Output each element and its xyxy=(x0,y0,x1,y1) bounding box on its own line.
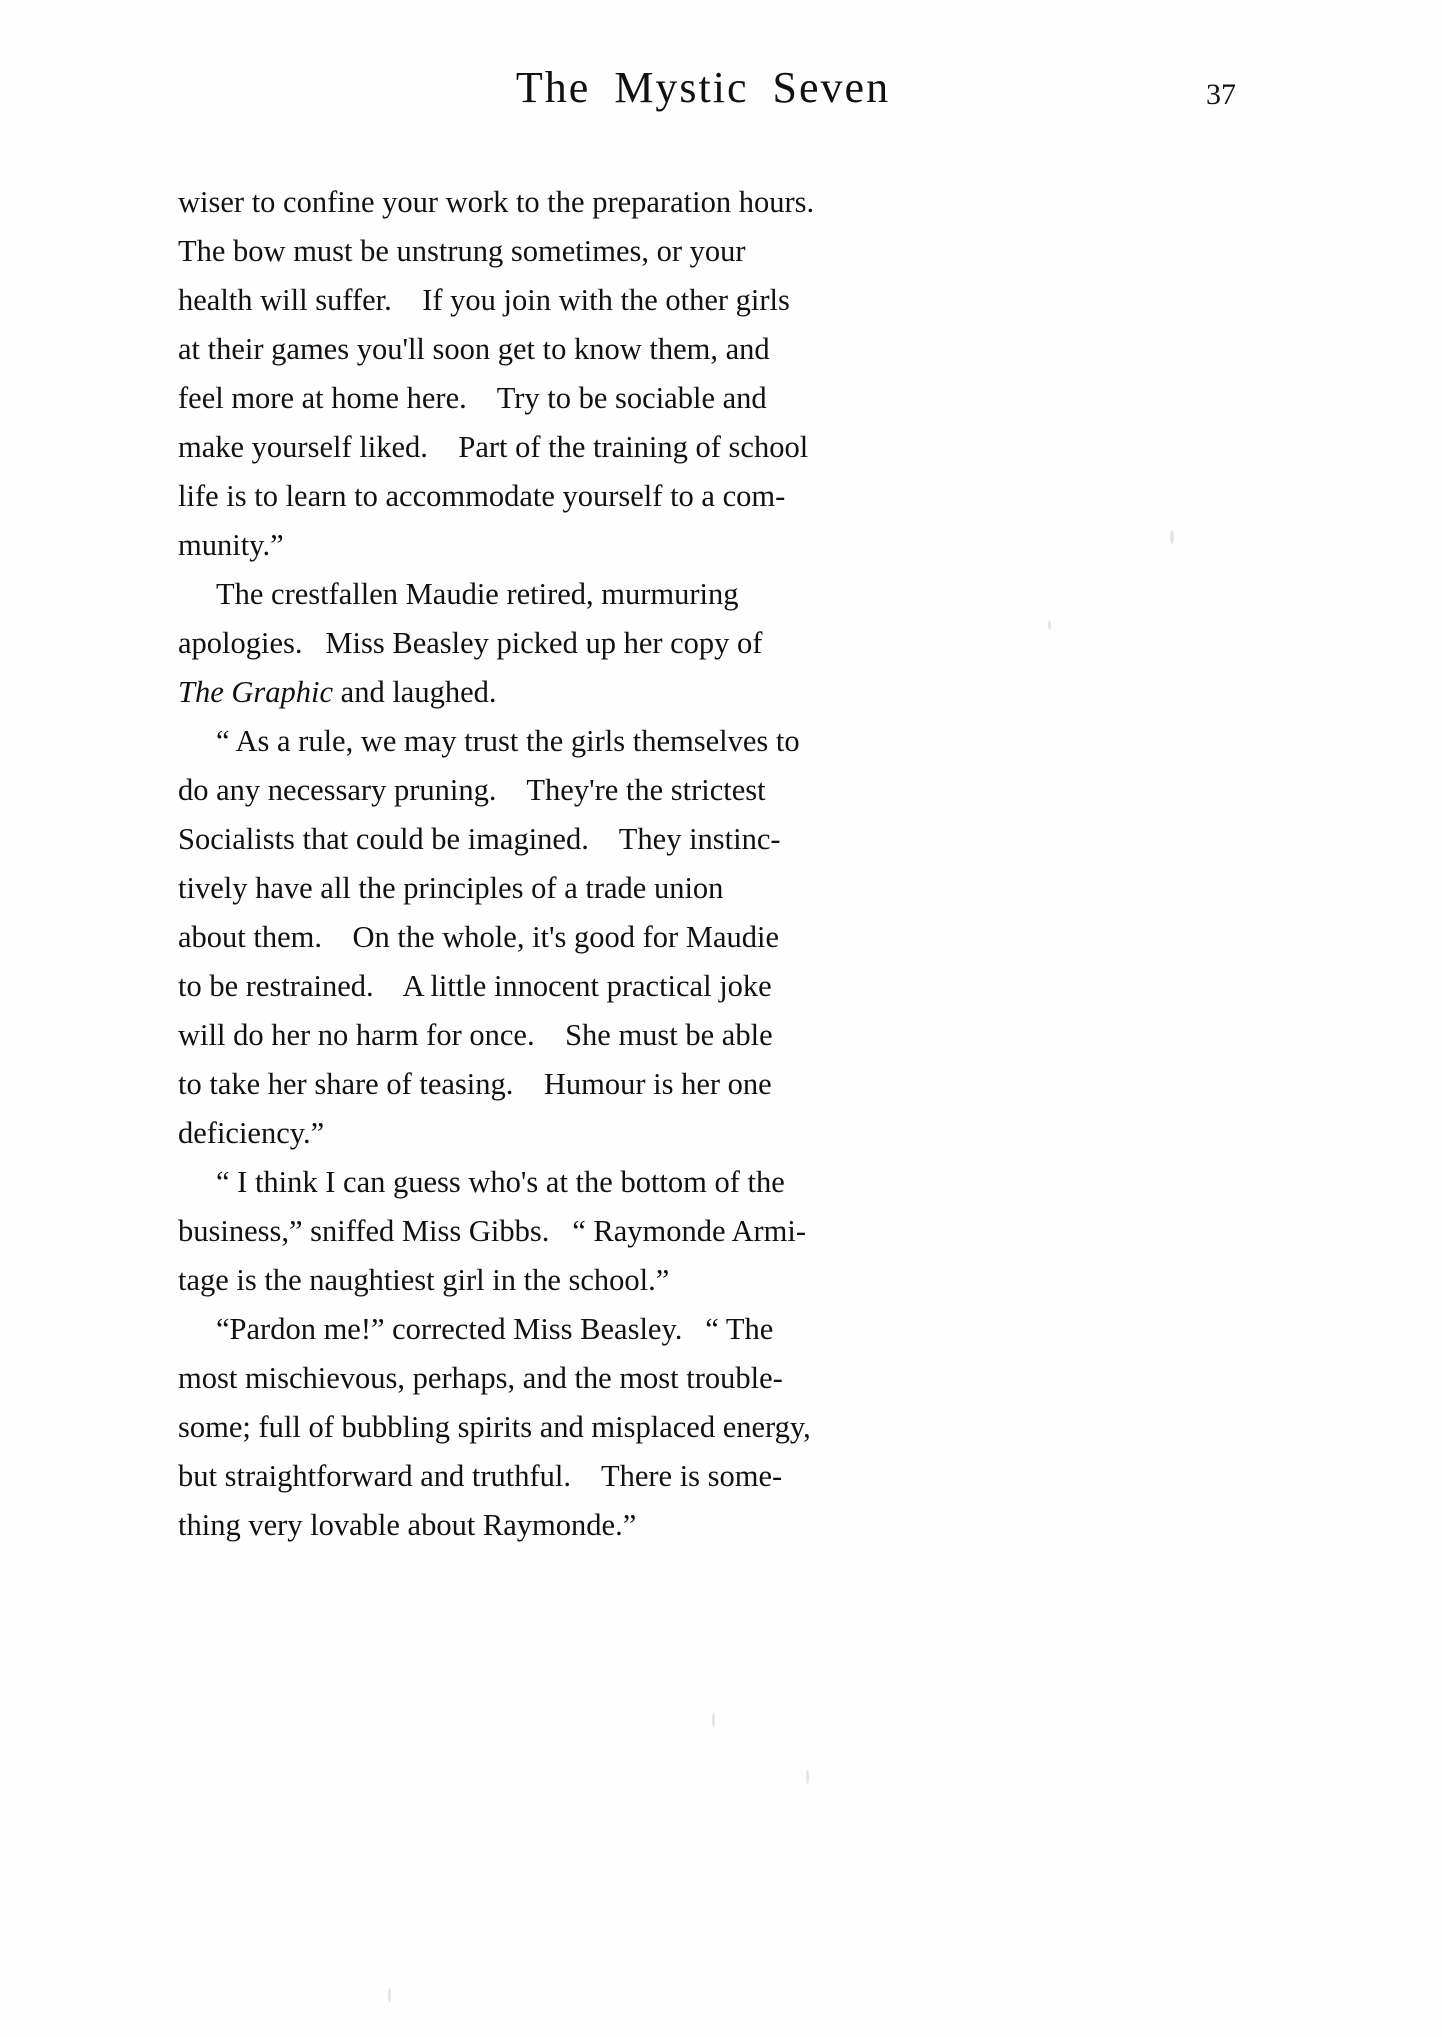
page-body xyxy=(178,178,1218,1550)
text-line xyxy=(178,276,1218,325)
text-line xyxy=(178,472,1218,521)
text-line xyxy=(178,423,1218,472)
line-text: make yourself liked. Part of the training of school xyxy=(178,430,809,464)
text-line: munity.” xyxy=(178,528,284,562)
line-text: The crestfallen Maudie retired, murmuring xyxy=(216,577,739,611)
running-head xyxy=(178,62,1228,113)
text-line: tage is the naughtiest girl in the school.” xyxy=(178,1263,670,1297)
text-line xyxy=(178,864,1218,913)
line-text: tively have all the principles of a trade union xyxy=(178,871,724,905)
line-text: some; full of bubbling spirits and misplaced energy, xyxy=(178,1410,811,1444)
line-text: apologies. Miss Beasley picked up her copy of xyxy=(178,626,763,660)
line-text: most mischievous, perhaps, and the most trouble- xyxy=(178,1361,783,1395)
paragraph xyxy=(178,717,1218,1158)
line-text: The bow must be unstrung sometimes, or your xyxy=(178,234,746,268)
line-text: health will suffer. If you join with the other girls xyxy=(178,283,790,317)
italic-title: The Graphic xyxy=(178,675,334,709)
text-line xyxy=(178,178,1218,227)
text-line xyxy=(178,1011,1218,1060)
scan-speckle xyxy=(388,1988,391,2003)
running-head-word-1: The xyxy=(515,63,591,112)
line-text: to take her share of teasing. Humour is her one xyxy=(178,1067,772,1101)
line-text: business,” sniffed Miss Gibbs. “ Raymonde Armi- xyxy=(178,1214,807,1248)
paragraph xyxy=(178,1305,1218,1550)
line-text: to be restrained. A little innocent practical joke xyxy=(178,969,772,1003)
text-line xyxy=(178,815,1218,864)
text-line xyxy=(178,766,1218,815)
text-line xyxy=(178,1354,1218,1403)
scan-speckle xyxy=(1048,620,1051,630)
text-line xyxy=(178,717,1218,766)
line-text: “Pardon me!” corrected Miss Beasley. “ The xyxy=(216,1312,774,1346)
page-header xyxy=(178,62,1236,122)
text-line xyxy=(178,913,1218,962)
text-line xyxy=(178,325,1218,374)
text-line xyxy=(178,227,1218,276)
text-line xyxy=(178,570,1218,619)
running-head-word-3: Seven xyxy=(772,63,891,112)
page-number: 37 xyxy=(1206,78,1236,111)
text-line xyxy=(178,1305,1218,1354)
text-line xyxy=(178,1403,1218,1452)
line-text: do any necessary pruning. They're the strictest xyxy=(178,773,766,807)
text-line xyxy=(178,1158,1218,1207)
text-line: deficiency.” xyxy=(178,1116,325,1150)
text-line xyxy=(178,962,1218,1011)
paragraph xyxy=(178,570,1218,717)
line-text: will do her no harm for once. She must be able xyxy=(178,1018,773,1052)
paragraph xyxy=(178,178,1218,570)
text-line xyxy=(178,1452,1218,1501)
line-text: wiser to confine your work to the preparation hours. xyxy=(178,185,815,219)
line-text: feel more at home here. Try to be sociable and xyxy=(178,381,767,415)
line-text: at their games you'll soon get to know them, and xyxy=(178,332,770,366)
line-text: life is to learn to accommodate yourself to a com- xyxy=(178,479,786,513)
line-text: about them. On the whole, it's good for Maudie xyxy=(178,920,779,954)
line-text: Socialists that could be imagined. They instinc- xyxy=(178,822,781,856)
text-line xyxy=(178,374,1218,423)
text-line: The Graphic and laughed. xyxy=(178,675,497,709)
line-text: “ As a rule, we may trust the girls themselves to xyxy=(216,724,800,758)
line-text: “ I think I can guess who's at the bottom of the xyxy=(216,1165,785,1199)
text-line xyxy=(178,619,1218,668)
scan-speckle xyxy=(806,1770,809,1784)
scan-speckle xyxy=(1170,530,1174,544)
running-head-word-2: Mystic xyxy=(614,63,749,112)
text-line xyxy=(178,1207,1218,1256)
text-line: thing very lovable about Raymonde.” xyxy=(178,1508,637,1542)
line-text: but straightforward and truthful. There is some- xyxy=(178,1459,783,1493)
text-line xyxy=(178,1060,1218,1109)
paragraph xyxy=(178,1158,1218,1305)
scan-speckle xyxy=(712,1712,715,1728)
